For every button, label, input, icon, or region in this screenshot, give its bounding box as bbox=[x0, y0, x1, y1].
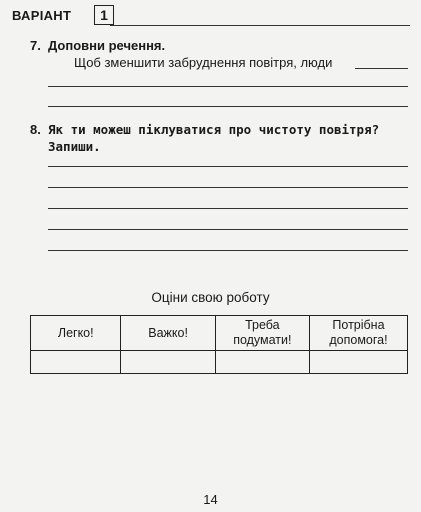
rating-cell-think[interactable] bbox=[215, 351, 309, 374]
rating-cell-easy[interactable] bbox=[31, 351, 121, 374]
page-number: 14 bbox=[203, 492, 218, 507]
self-assessment-title: Оціни свою роботу bbox=[151, 290, 270, 305]
self-assessment-header-row bbox=[31, 316, 408, 351]
q7-title: Доповни речення. bbox=[48, 38, 166, 53]
q7-answer-line[interactable] bbox=[48, 106, 408, 107]
q8-title: Як ти можеш піклуватися про чистоту повітря? Запиши. bbox=[48, 122, 380, 154]
q8-number: 8. bbox=[30, 122, 41, 137]
self-assessment-table bbox=[30, 315, 408, 374]
rating-header-help: Потрібна допомога! bbox=[309, 316, 407, 351]
self-assessment-answer-row bbox=[31, 351, 408, 374]
q8-answer-line[interactable] bbox=[48, 208, 408, 209]
variant-header bbox=[10, 5, 410, 27]
q8-answer-line[interactable] bbox=[48, 166, 408, 167]
q7-answer-line-inline[interactable] bbox=[355, 68, 408, 69]
q7-sentence: Щоб зменшити забруднення повітря, люди bbox=[74, 55, 333, 70]
header-rule bbox=[110, 25, 410, 26]
rating-header-think: Треба подумати! bbox=[215, 316, 309, 351]
rating-header-easy: Легко! bbox=[31, 316, 121, 351]
rating-cell-help[interactable] bbox=[309, 351, 407, 374]
q8-answer-line[interactable] bbox=[48, 187, 408, 188]
q8-answer-line[interactable] bbox=[48, 250, 408, 251]
variant-label: ВАРІАНТ bbox=[12, 8, 72, 23]
q8-answer-line[interactable] bbox=[48, 229, 408, 230]
rating-cell-hard[interactable] bbox=[121, 351, 215, 374]
variant-number-box: 1 bbox=[94, 5, 114, 25]
q7-answer-line[interactable] bbox=[48, 86, 408, 87]
rating-header-hard: Важко! bbox=[121, 316, 215, 351]
q7-number: 7. bbox=[30, 38, 41, 53]
